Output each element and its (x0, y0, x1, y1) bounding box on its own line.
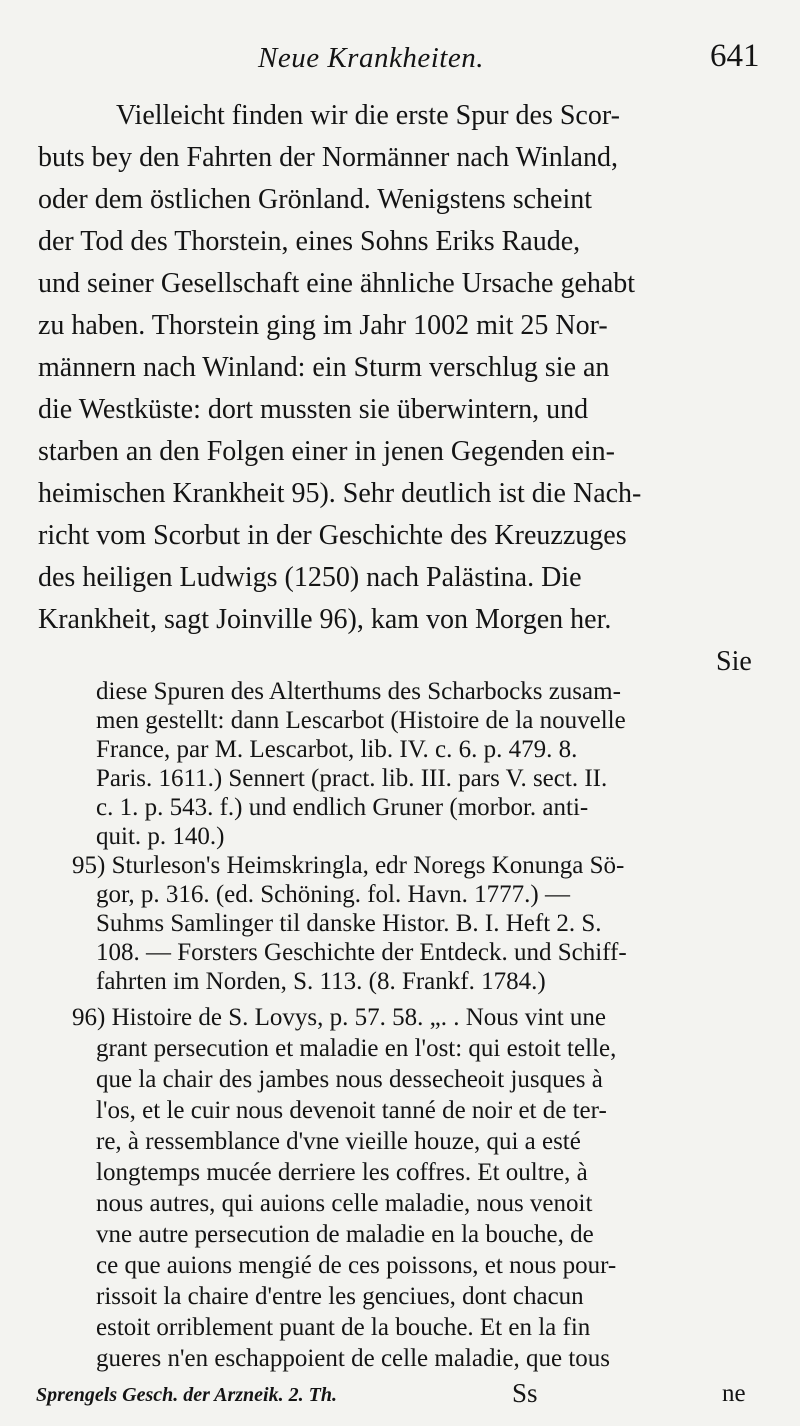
footnote-line: vne autre persecution de maladie en la bouche, de (96, 1221, 594, 1248)
text-line: Sie (716, 646, 752, 677)
footnote-line: Suhms Samlinger til danske Histor. B. I. Heft 2. S. (96, 910, 602, 937)
footnote-line: France, par M. Lescarbot, lib. IV. c. 6. p. 479. 8. (96, 736, 578, 763)
footnote-line: c. 1. p. 543. f.) und endlich Gruner (morbor. anti- (96, 794, 589, 821)
text-line: oder dem östlichen Grönland. Wenigstens scheint (38, 184, 592, 215)
text-line: männern nach Winland: ein Sturm verschlug sie an (38, 352, 610, 383)
footnote-line: diese Spuren des Alterthums des Scharbocks zusam- (96, 678, 621, 705)
footnote-line: 108. — Forsters Geschichte der Entdeck. und Schiff- (96, 939, 627, 966)
catchword: ne (722, 1380, 746, 1407)
signature-mark: Ss (512, 1378, 538, 1408)
footnote-line: Paris. 1611.) Sennert (pract. lib. III. pars V. sect. II. (96, 765, 608, 792)
text-line: heimischen Krankheit 95). Sehr deutlich ist die Nach- (38, 478, 642, 509)
page-footer (0, 1378, 800, 1418)
footnote-line: longtemps mucée derriere les coffres. Et oultre, à (96, 1159, 588, 1186)
footnote-line: que la chair des jambes nous dessecheoit jusques à (96, 1066, 603, 1093)
footnote-line: ce que auions mengié de ces poissons, et nous pour- (96, 1252, 617, 1279)
footnote-line: nous autres, qui auions celle maladie, nous venoit (96, 1190, 593, 1217)
footnote-line: gueres n'en eschappoient de celle maladie, que tous (96, 1345, 611, 1372)
footnote-line: l'os, et le cuir nous devenoit tanné de noir et de ter- (96, 1097, 607, 1124)
footnote-line: 96) Histoire de S. Lovys, p. 57. 58. „. . Nous vint une (72, 1004, 606, 1031)
running-title: Neue Krankheiten. (258, 42, 484, 74)
text-line: der Tod des Thorstein, eines Sohns Eriks Raude, (38, 226, 581, 257)
running-foot: Sprengels Gesch. der Arzneik. 2. Th. (36, 1384, 337, 1406)
text-line: starben an den Folgen einer in jenen Gegenden ein- (38, 436, 615, 467)
text-line: Krankheit, sagt Joinville 96), kam von Morgen her. (38, 604, 612, 635)
footnote-line: grant persecution et maladie en l'ost: qui estoit telle, (96, 1035, 617, 1062)
text-line: zu haben. Thorstein ging im Jahr 1002 mit 25 Nor- (38, 310, 608, 341)
footnote-line: fahrten im Norden, S. 113. (8. Frankf. 1784.) (96, 968, 546, 995)
footnote-line: gor, p. 316. (ed. Schöning. fol. Havn. 1777.) — (96, 881, 570, 908)
footnote-line: 95) Sturleson's Heimskringla, edr Noregs Konunga Sö- (72, 852, 625, 879)
text-line: Vielleicht finden wir die erste Spur des Scor- (116, 100, 620, 131)
page-header (0, 38, 800, 78)
page-number: 641 (710, 38, 760, 74)
footnote-line: quit. p. 140.) (96, 823, 225, 850)
footnote-line: estoit orriblement puant de la bouche. Et en la fin (96, 1314, 591, 1341)
text-line: und seiner Gesellschaft eine ähnliche Ursache gehabt (38, 268, 636, 299)
footnote-line: rissoit la chaire d'entre les genciues, dont chacun (96, 1283, 584, 1310)
text-line: des heiligen Ludwigs (1250) nach Palästina. Die (38, 562, 582, 593)
footnote-line: men gestellt: dann Lescarbot (Histoire de la nouvelle (96, 707, 626, 734)
text-line: die Westküste: dort mussten sie überwintern, und (38, 394, 589, 425)
footnote-line: re, à ressemblance d'vne vieille houze, qui a esté (96, 1128, 581, 1155)
text-line: richt vom Scorbut in der Geschichte des Kreuzzuges (38, 520, 627, 551)
text-line: buts bey den Fahrten der Normänner nach Winland, (38, 142, 618, 173)
